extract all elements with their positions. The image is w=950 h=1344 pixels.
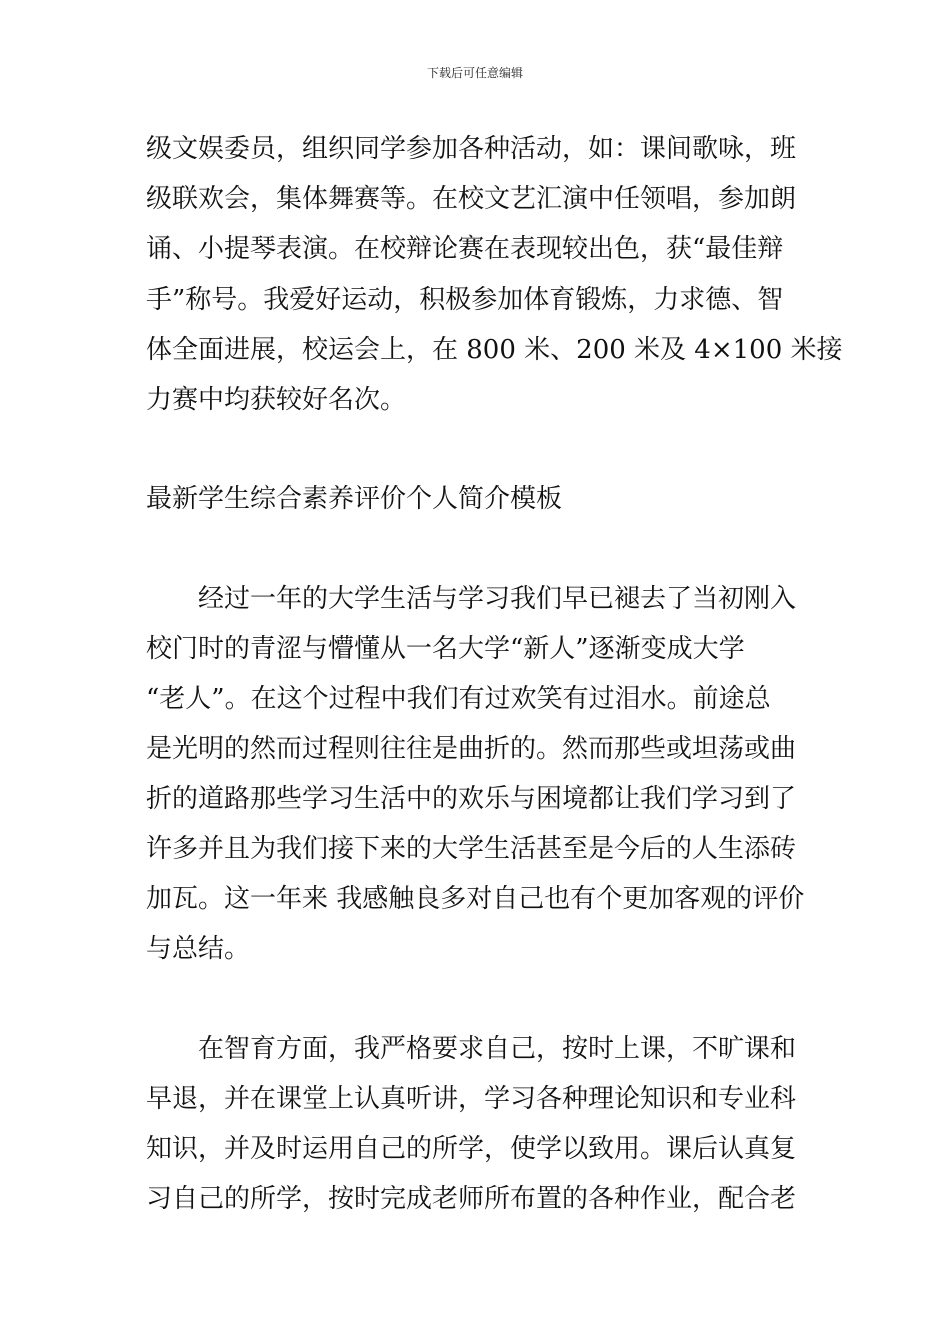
text-line: “老人”。在这个过程中我们有过欢笑有过泪水。前途总 bbox=[146, 684, 771, 714]
page-header: 下载后可任意编辑 bbox=[426, 66, 523, 80]
text-line: 经过一年的大学生活与学习我们早已褪去了当初刚入 bbox=[198, 584, 797, 614]
text-line: 体全面进展，校运会上，在 800 米、200 米及 4×100 米接 bbox=[146, 335, 843, 365]
text-line: 与总结。 bbox=[146, 934, 251, 964]
text-line: 诵、小提琴表演。在校辩论赛在表现较出色，获“最佳辩 bbox=[146, 234, 784, 264]
text-line: 级联欢会，集体舞赛等。在校文艺汇演中任领唱，参加朗 bbox=[146, 184, 797, 214]
text-line: 许多并且为我们接下来的大学生活甚至是今后的人生添砖 bbox=[146, 834, 797, 864]
text-line: 级文娱委员，组织同学参加各种活动，如：课间歌咏，班 bbox=[146, 134, 797, 164]
text-line: 习自己的所学，按时完成老师所布置的各种作业，配合老 bbox=[146, 1184, 797, 1214]
text-line: 加瓦。这一年来 我感触良多对自己也有个更加客观的评价 bbox=[146, 884, 805, 914]
text-line: 在智育方面，我严格要求自己，按时上课，不旷课和 bbox=[198, 1034, 797, 1064]
text-line: 折的道路那些学习生活中的欢乐与困境都让我们学习到了 bbox=[146, 784, 797, 814]
text-line: 力赛中均获较好名次。 bbox=[146, 385, 407, 415]
text-line: 手”称号。我爱好运动，积极参加体育锻炼，力求德、智 bbox=[146, 285, 784, 315]
text-line: 校门时的青涩与懵懂从一名大学“新人”逐渐变成大学 bbox=[146, 634, 745, 664]
text-line: 是光明的然而过程则往往是曲折的。然而那些或坦荡或曲 bbox=[146, 734, 797, 764]
text-line: 知识，并及时运用自己的所学，使学以致用。课后认真复 bbox=[146, 1134, 797, 1164]
section-heading: 最新学生综合素养评价个人简介模板 bbox=[146, 484, 563, 514]
text-line: 早退，并在课堂上认真听讲，学习各种理论知识和专业科 bbox=[146, 1084, 797, 1114]
